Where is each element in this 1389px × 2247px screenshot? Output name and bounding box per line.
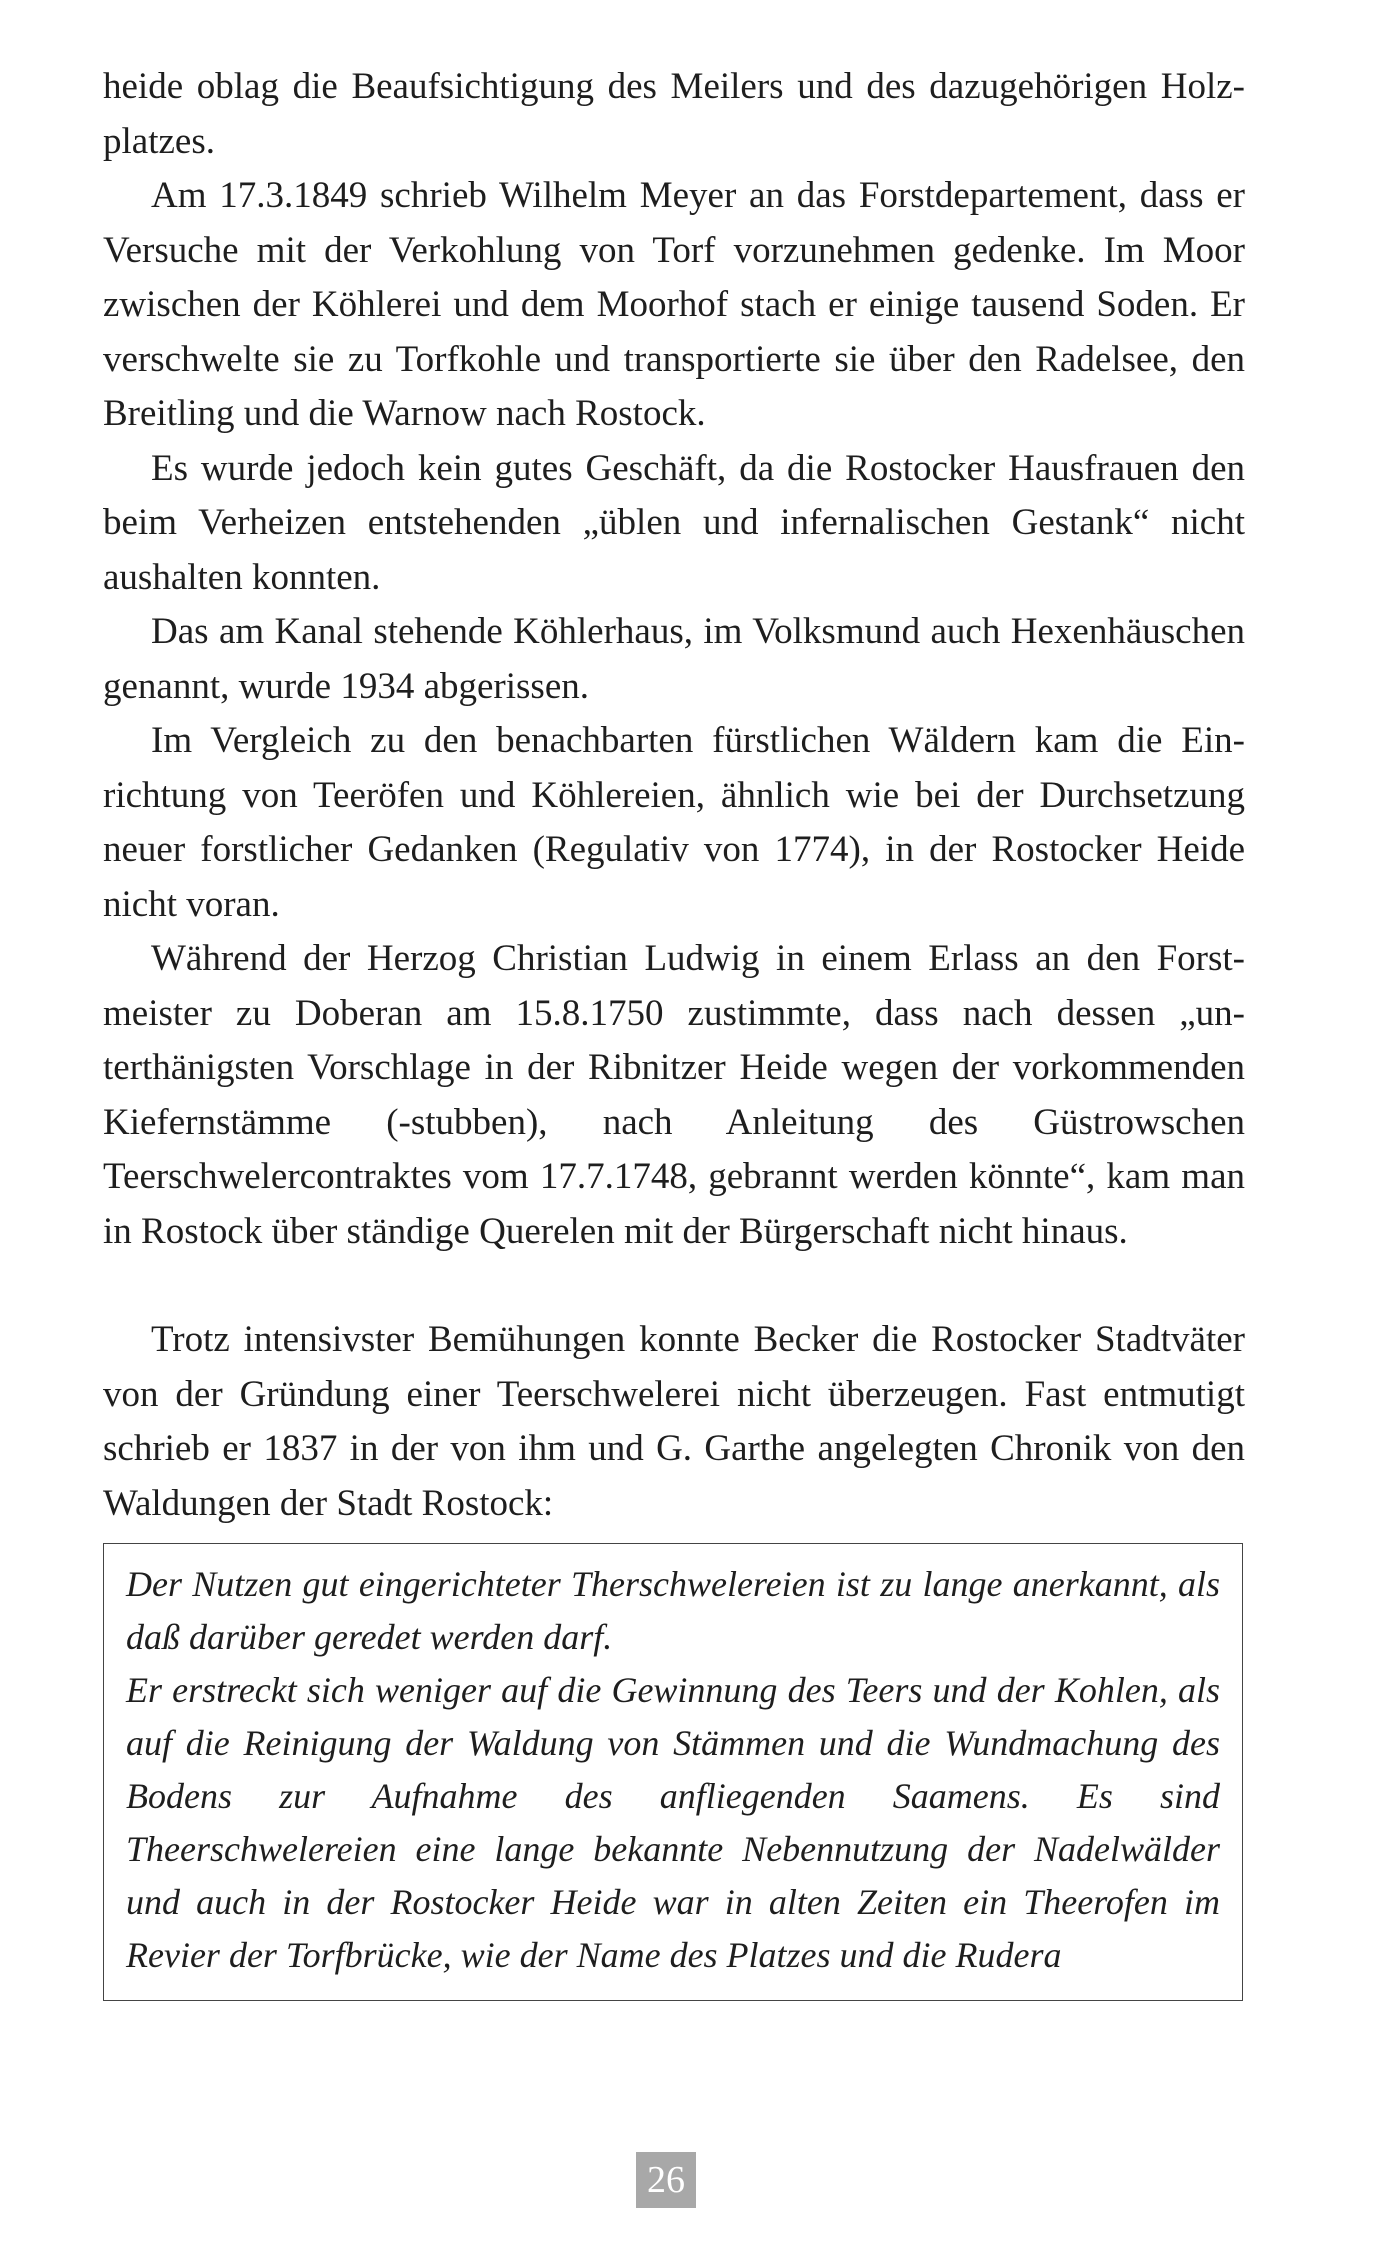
paragraph-7: Trotz intensivster Bemühungen konnte Becker die Rostocker Stadtväter von der Gründung einer Teerschwelerei nicht überzeugen. Fast entmutigt schrieb er 1837 in der von ihm und G. Garthe angelegten Chronik von den Waldungen der Stadt Rostock:: [103, 1319, 1245, 1524]
quote-line-2: Er erstreckt sich weniger auf die Gewinnung des Teers und der Kohlen, als auf die Reinigung der Waldung von Stämmen und die Wundmachung des Bodens zur Aufnahme des anfliegenden Saamens. Es sind Theerschwelereien eine lange bekannte Nebennutzung der Nadelwälder und auch in der Rostocker Heide war in alten Zeiten ein Theerofen im Revier der Torfbrücke, wie der Name des Platzes und die Rudera: [126, 1670, 1220, 1975]
page-number: 26: [636, 2152, 696, 2208]
paragraph-4: Das am Kanal stehende Köhlerhaus, im Volksmund auch Hexenhäuschen genannt, wurde 1934 abgerissen.: [103, 611, 1245, 707]
paragraph-6: Während der Herzog Christian Ludwig in einem Erlass an den Forstmeister zu Doberan am 15.8.1750 zustimmte, dass nach dessen „unterthänigsten Vorschlage in der Ribnitzer Heide wegen der vorkommenden Kiefernstämme (-stubben), nach Anleitung des Güstrowschen Teerschwelercontraktes vom 17.7.1748, gebrannt werden könnte“, kam man in Rostock über ständige Querelen mit der Bürgerschaft nicht hinaus.: [103, 938, 1245, 1252]
paragraph-3: Es wurde jedoch kein gutes Geschäft, da die Rostocker Hausfrauen den beim Verheizen entstehenden „üblen und infernalischen Gestank“ nicht aushalten konnten.: [103, 447, 1245, 598]
page-body: [103, 60, 1245, 2001]
quote-line-1: Der Nutzen gut eingerichteter Therschwelereien ist zu lange anerkannt, als daß darüber geredet werden darf.: [126, 1564, 1220, 1657]
paragraph-2: Am 17.3.1849 schrieb Wilhelm Meyer an das Forstdepartement, dass er Versuche mit der Verkohlung von Torf vorzunehmen gedenke. Im Moor zwischen der Köhlerei und dem Moorhof stach er einige tausend Soden. Er verschwelte sie zu Torfkohle und transportierte sie über den Radelsee, den Breitling und die Warnow nach Rostock.: [103, 175, 1245, 434]
paragraph-1: heide oblag die Beaufsichtigung des Meilers und des dazugehörigen Holzplatzes.: [103, 66, 1245, 162]
quote-box: [103, 1543, 1243, 2001]
paragraph-gap: [103, 1259, 1245, 1313]
paragraph-5: Im Vergleich zu den benachbarten fürstlichen Wäldern kam die Einrichtung von Teeröfen und Köhlereien, ähnlich wie bei der Durchsetzung neuer forstlicher Gedanken (Regulativ von 1774), in der Rostocker Heide nicht voran.: [103, 720, 1245, 925]
